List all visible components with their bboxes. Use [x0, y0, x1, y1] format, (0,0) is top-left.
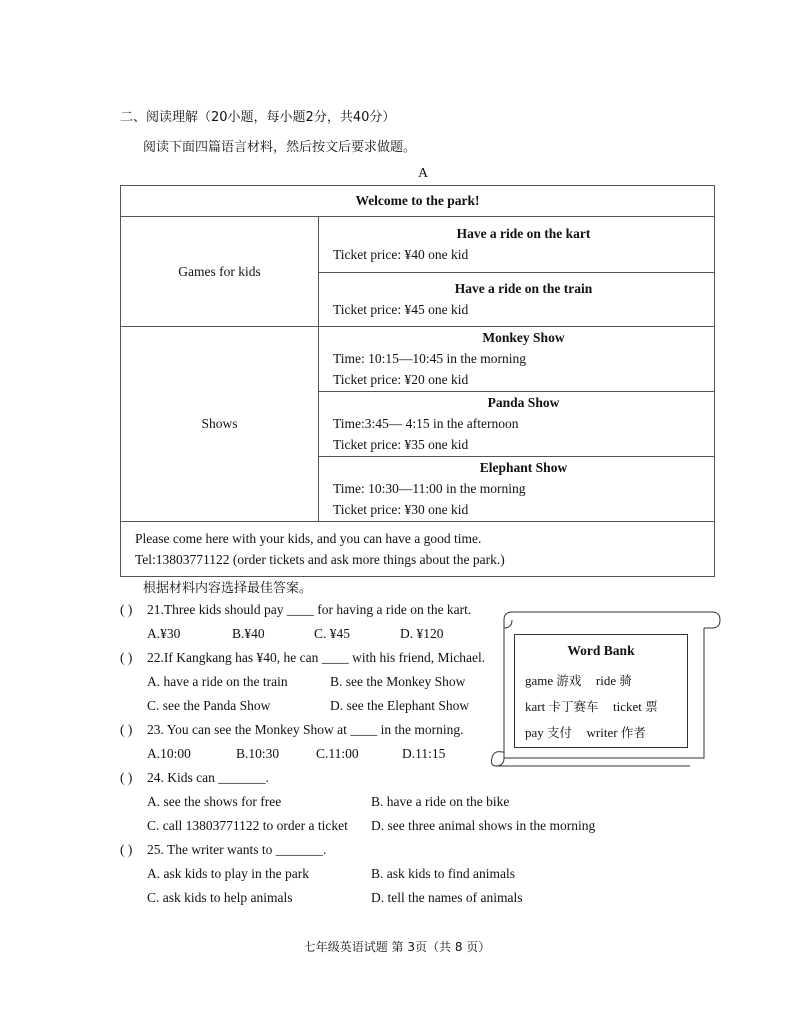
game-title: Have a ride on the train — [454, 281, 593, 296]
option-b[interactable]: B. ask kids to find animals — [371, 866, 515, 881]
word-zh: 支付 — [547, 725, 573, 740]
option-b[interactable]: B. have a ride on the bike — [371, 794, 510, 809]
word-bank-row — [525, 671, 632, 689]
word-en: ticket — [612, 699, 642, 714]
option-d[interactable]: D. tell the names of animals — [371, 890, 523, 905]
word-zh: 游戏 — [556, 673, 582, 688]
word-zh: 作者 — [620, 725, 646, 740]
option-a[interactable]: A.10:00 — [147, 746, 191, 761]
question-21 — [120, 602, 471, 618]
section-title: 二、阅读理解（20小题，每小题2分，共40分） — [120, 110, 396, 125]
word-bank-scroll — [490, 610, 722, 770]
option-a[interactable]: A. see the shows for free — [147, 794, 282, 809]
option-c[interactable]: C.11:00 — [316, 746, 359, 761]
word-bank-title: Word Bank — [567, 643, 635, 658]
option-c[interactable]: C. ¥45 — [314, 626, 351, 641]
game-cell-train — [319, 273, 715, 327]
word-en: writer — [586, 725, 618, 740]
shows-category-label: Shows — [121, 327, 319, 522]
show-time: Time: 10:30—11:00 in the morning — [333, 481, 526, 496]
word-bank-row — [525, 723, 646, 741]
option-b[interactable]: B. see the Monkey Show — [330, 674, 466, 689]
show-cell-elephant — [319, 457, 715, 522]
word-zh: 票 — [645, 699, 658, 714]
question-22 — [120, 650, 485, 666]
show-price: Ticket price: ¥35 one kid — [333, 437, 469, 452]
game-price: Ticket price: ¥40 one kid — [333, 247, 469, 262]
games-category-label: Games for kids — [121, 217, 319, 327]
word-bank-box — [514, 634, 688, 748]
question-stem: 25. The writer wants to _______. — [147, 842, 327, 857]
option-c[interactable]: C. ask kids to help animals — [147, 890, 293, 905]
question-stem: 21.Three kids should pay ____ for having a ride on the kart. — [147, 602, 472, 617]
show-cell-panda — [319, 392, 715, 457]
option-d[interactable]: D. ¥120 — [400, 626, 444, 641]
option-a[interactable]: A.¥30 — [147, 626, 181, 641]
answer-blank[interactable]: ( ) — [120, 770, 133, 785]
show-time: Time: 10:15—10:45 in the morning — [333, 351, 527, 366]
page-footer: 七年级英语试题 第 3页（共 8 页） — [303, 940, 491, 954]
footer-line: Please come here with your kids, and you can have a good time. — [135, 531, 482, 546]
show-title: Monkey Show — [482, 330, 565, 345]
answer-blank[interactable]: ( ) — [120, 650, 133, 665]
question-24 — [120, 770, 269, 786]
show-title: Elephant Show — [479, 460, 568, 475]
option-d[interactable]: D. see three animal shows in the morning — [371, 818, 596, 833]
word-zh: 卡丁赛车 — [548, 699, 599, 714]
word-en: pay — [525, 725, 544, 740]
option-d[interactable]: D.11:15 — [402, 746, 446, 761]
option-b[interactable]: B.¥40 — [232, 626, 265, 641]
table-heading: Welcome to the park! — [121, 186, 715, 217]
game-price: Ticket price: ¥45 one kid — [333, 302, 469, 317]
word-en: ride — [595, 673, 617, 688]
answer-blank[interactable]: ( ) — [120, 842, 133, 857]
footer-line: Tel:13803771122 (order tickets and ask more things about the park.) — [135, 552, 505, 567]
show-title: Panda Show — [487, 395, 560, 410]
question-stem: 23. You can see the Monkey Show at ____ in the morning. — [147, 722, 464, 737]
question-25 — [120, 842, 326, 858]
game-title: Have a ride on the kart — [456, 226, 591, 241]
section-instruction: 阅读下面四篇语言材料，然后按文后要求做题。 — [143, 140, 417, 155]
park-info-table — [120, 185, 715, 577]
table-footer — [121, 522, 715, 577]
answer-blank[interactable]: ( ) — [120, 602, 133, 617]
question-stem: 22.If Kangkang has ¥40, he can ____ with his friend, Michael. — [147, 650, 486, 665]
word-bank-row — [525, 697, 658, 715]
option-d[interactable]: D. see the Elephant Show — [330, 698, 470, 713]
question-stem: 24. Kids can _______. — [147, 770, 269, 785]
option-b[interactable]: B.10:30 — [236, 746, 280, 761]
show-price: Ticket price: ¥20 one kid — [333, 372, 469, 387]
option-a[interactable]: A. ask kids to play in the park — [147, 866, 309, 881]
passage-label: A — [418, 166, 429, 181]
option-a[interactable]: A. have a ride on the train — [147, 674, 288, 689]
show-time: Time:3:45— 4:15 in the afternoon — [333, 416, 519, 431]
questions-instruction: 根据材料内容选择最佳答案。 — [143, 581, 313, 596]
question-23 — [120, 722, 463, 738]
show-cell-monkey — [319, 327, 715, 392]
option-c[interactable]: C. see the Panda Show — [147, 698, 271, 713]
word-en: game — [525, 673, 554, 688]
word-en: kart — [525, 699, 546, 714]
option-c[interactable]: C. call 13803771122 to order a ticket — [147, 818, 348, 833]
game-cell-kart — [319, 217, 715, 273]
answer-blank[interactable]: ( ) — [120, 722, 133, 737]
show-price: Ticket price: ¥30 one kid — [333, 502, 469, 517]
word-zh: 骑 — [619, 673, 632, 688]
